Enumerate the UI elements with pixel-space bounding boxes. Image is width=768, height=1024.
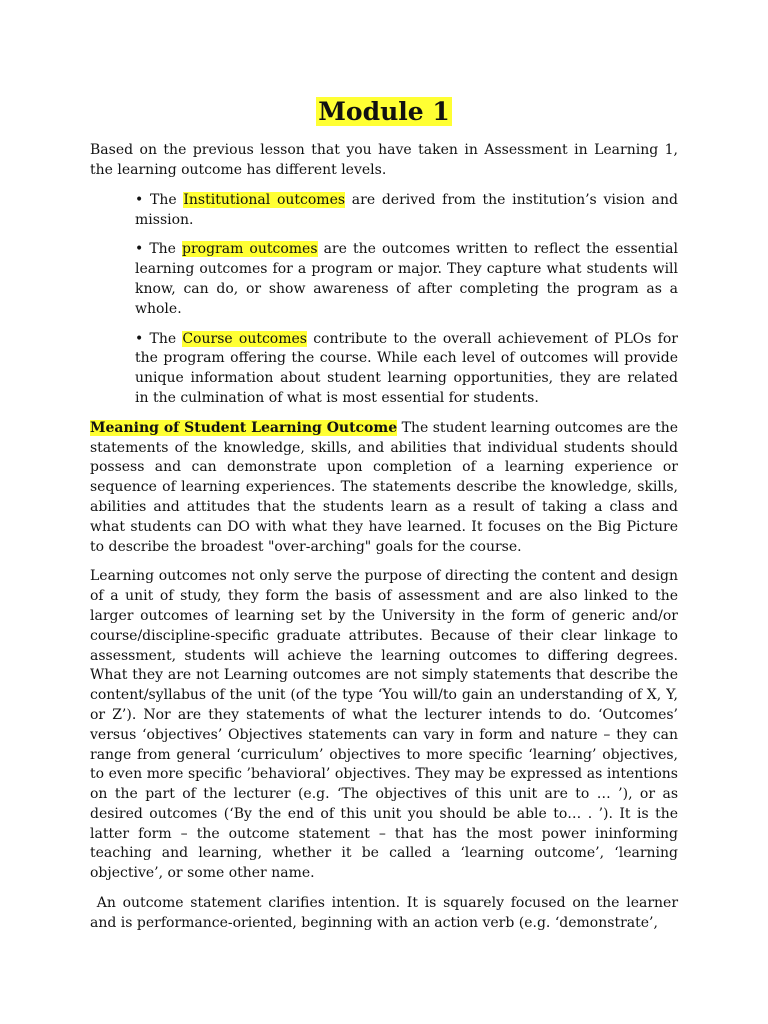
document-page <box>90 92 683 944</box>
intro-paragraph: Based on the previous lesson that you have taken in Assessment in Learning 1, the learning outcome has different levels. <box>90 142 678 178</box>
bullet-text: are the outcomes written to reflect the essential learning outcomes for a program or major. They capture what students will know, can do, or show awareness of after completing the program as a whole. <box>135 241 678 317</box>
highlight-course-outcomes: Course outcomes <box>182 330 307 347</box>
highlight-program-outcomes: program outcomes <box>182 241 318 258</box>
meaning-heading: Meaning of Student Learning Outcome <box>90 419 398 436</box>
learning-outcomes-paragraph: Learning outcomes not only serve the purpose of directing the content and design of a unit of study, they form the basis of assessment and are also linked to the larger outcomes of learning set by the University in the form of generic and/or course/discipline-specific graduate attributes. Because of their clear linkage to assessment, students will achieve the learning outcomes to differing degrees. What they are not Learning outcomes are not simply statements that describe the content/syllabus of the unit (of the type ‘You will/to gain an understanding of X, Y, or Z’). Nor are they statements of what the lecturer intends to do. ‘Outcomes’ versus ‘objectives’ Objectives statements can vary in form and nature – they can range from general ‘curriculum’ objectives to more specific ‘learning’ objectives, to even more specific ’behavioral’ objectives. They may be expressed as intentions on the part of the lecturer (e.g. ‘The objectives of this unit are to … ’), or as desired outcomes (‘By the end of this unit you should be able to… . ’). It is the latter form – the outcome statement – that has the most power ininforming teaching and learning, whether it be called a ‘learning outcome’, ‘learning objective’, or some other name. <box>90 568 678 882</box>
bullet-text: contribute to the overall achievement of PLOs for the program offering the course. While each level of outcomes will provide unique information about student learning opportunities, they are related in the culmination of what is most essential for students. <box>135 330 678 406</box>
bullet-program-outcomes <box>135 240 678 319</box>
highlight-institutional-outcomes: Institutional outcomes <box>183 191 346 208</box>
bullet-prefix: • The <box>135 191 184 208</box>
bullet-prefix: • The <box>135 241 183 258</box>
bullet-course-outcomes <box>135 330 678 409</box>
bullet-prefix: • The <box>135 330 183 347</box>
bullet-institutional-outcomes <box>135 191 678 231</box>
outcome-statement-paragraph: An outcome statement clarifies intention. It is squarely focused on the learner and is performance-oriented, beginning with an action verb (e.g. ‘demonstrate’, <box>90 895 683 931</box>
meaning-paragraph <box>90 419 678 558</box>
page-title-text: Module 1 <box>318 97 450 126</box>
meaning-text: The student learning outcomes are the statements of the knowledge, skills, and abilities that individual students should possess and can demonstrate upon completion of a learning experience or sequence of learning experiences. The statements describe the knowledge, skills, abilities and attitudes that the students learn as a result of taking a class and what students can DO with what they have learned. It focuses on the Big Picture to describe the broadest "over-arching" goals for the course. <box>90 419 679 555</box>
bullet-text: are derived from the institution’s vision and mission. <box>135 191 678 228</box>
page-title <box>90 92 678 127</box>
